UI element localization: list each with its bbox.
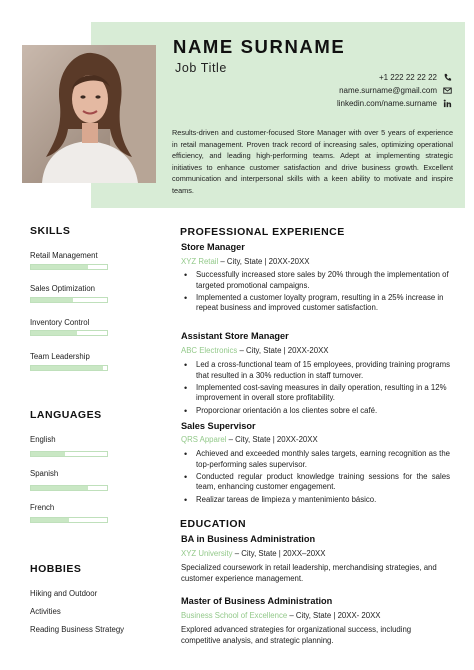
skill-label: Team Leadership (30, 352, 90, 361)
bullet-item: • Conducted regular product knowledge training sessions for the sales team, enhancing customer engagement. (184, 472, 450, 493)
bullet-item: • Implemented a customer loyalty program, resulting in a 25% increase in repeat business and improved customer satisfaction. (184, 293, 450, 314)
job-meta: – City, State | 20XX-20XX (237, 346, 329, 355)
languages-heading: LANGUAGES (30, 409, 102, 421)
job-role: Sales Supervisor (181, 421, 256, 431)
job-company-line (181, 435, 318, 444)
job-title: Job Title (175, 61, 227, 75)
school-meta: – City, State | 20XX- 20XX (287, 611, 381, 620)
hobby-item: Hiking and Outdoor (30, 589, 98, 598)
skill-bar-fill (31, 265, 88, 269)
language-label: English (30, 435, 56, 444)
envelope-icon (443, 86, 452, 95)
hobby-item: Reading Business Strategy (30, 625, 125, 634)
bullet-item: • Successfully increased store sales by 20% through the implementation of targeted promotional campaigns. (184, 270, 450, 291)
language-bar-fill (31, 518, 69, 522)
school-line (181, 611, 381, 620)
phone-text: +1 222 22 22 22 (378, 73, 437, 82)
job-meta: – City, State | 20XX-20XX (226, 435, 318, 444)
experience-heading: PROFESSIONAL EXPERIENCE (180, 226, 345, 238)
job-bullets (184, 270, 450, 316)
contact-linkedin[interactable] (337, 99, 452, 108)
email-text[interactable]: name.surname@gmail.com (339, 86, 437, 95)
job-company-line (181, 257, 309, 266)
skill-bar (30, 297, 108, 303)
skill-label: Sales Optimization (30, 284, 96, 293)
language-label: Spanish (30, 469, 59, 478)
job-bullets (184, 449, 450, 507)
language-bar (30, 451, 108, 457)
skill-bar-fill (31, 298, 73, 302)
company-name: QRS Apparel (181, 435, 227, 444)
contact-email[interactable] (339, 86, 452, 95)
linkedin-text[interactable]: linkedin.com/name.surname (336, 99, 437, 108)
linkedin-icon (443, 99, 452, 108)
skill-bar-fill (31, 366, 103, 370)
hobby-item: Activities (30, 607, 61, 616)
education-heading: EDUCATION (180, 518, 247, 530)
degree-description: Explored advanced strategies for organizational success, including competitive analysis, and strategic planning. (181, 625, 412, 645)
language-bar (30, 517, 108, 523)
degree-title: BA in Business Administration (181, 534, 316, 544)
contact-phone (379, 73, 452, 82)
company-name: ABC Electronics (181, 346, 238, 355)
job-role: Store Manager (181, 242, 245, 252)
skill-bar (30, 365, 108, 371)
degree-description: Specialized coursework in retail leadership, merchandising strategies, and customer experience management. (181, 563, 437, 583)
bullet-item: • Realizar tareas de limpieza y mantenimiento básico. (184, 495, 450, 506)
school-name: Business School of Excellence (181, 611, 288, 620)
job-company-line (181, 346, 329, 355)
school-name: XYZ University (181, 549, 233, 558)
hobbies-heading: HOBBIES (30, 563, 82, 575)
language-bar-fill (31, 452, 65, 456)
company-name: XYZ Retail (181, 257, 219, 266)
job-meta: – City, State | 20XX-20XX (218, 257, 310, 266)
profile-summary: Results-driven and customer-focused Store Manager with over 5 years of experience in retail management. Proven track record of increasing sales, optimizing operational efficiency, and leading high-performing teams. Adept at implementing strategic initiatives to enhance customer satisfaction and drive business growth. Excellent communication and interpersonal skills with a keen ability to motivate and inspire teams. (172, 128, 453, 195)
bullet-item: • Achieved and exceeded monthly sales targets, earning recognition as the top-performing sales supervisor. (184, 449, 450, 470)
profile-photo (22, 45, 156, 183)
phone-icon (443, 73, 452, 82)
full-name: NAME SURNAME (173, 36, 346, 57)
skill-bar (30, 330, 108, 336)
language-bar-fill (31, 486, 88, 490)
language-label: French (30, 503, 55, 512)
degree-title: Master of Business Administration (181, 596, 333, 606)
skills-heading: SKILLS (30, 225, 71, 237)
job-bullets (184, 360, 450, 418)
bullet-item: • Implemented cost-saving measures in daily operation, resulting in a 12% improvement in overall store profitability. (184, 383, 450, 404)
school-line (181, 549, 325, 558)
job-role: Assistant Store Manager (181, 331, 289, 341)
bullet-item: • Led a cross-functional team of 15 employees, providing training programs that resulted in a 30% reduction in staff turnover. (184, 360, 450, 381)
skill-label: Inventory Control (30, 318, 90, 327)
language-bar (30, 485, 108, 491)
bullet-item: • Proporcionar orientación a los clientes sobre el café. (184, 406, 450, 417)
school-meta: – City, State | 20XX–20XX (232, 549, 326, 558)
skill-bar-fill (31, 331, 77, 335)
skill-label: Retail Management (30, 251, 98, 260)
skill-bar (30, 264, 108, 270)
